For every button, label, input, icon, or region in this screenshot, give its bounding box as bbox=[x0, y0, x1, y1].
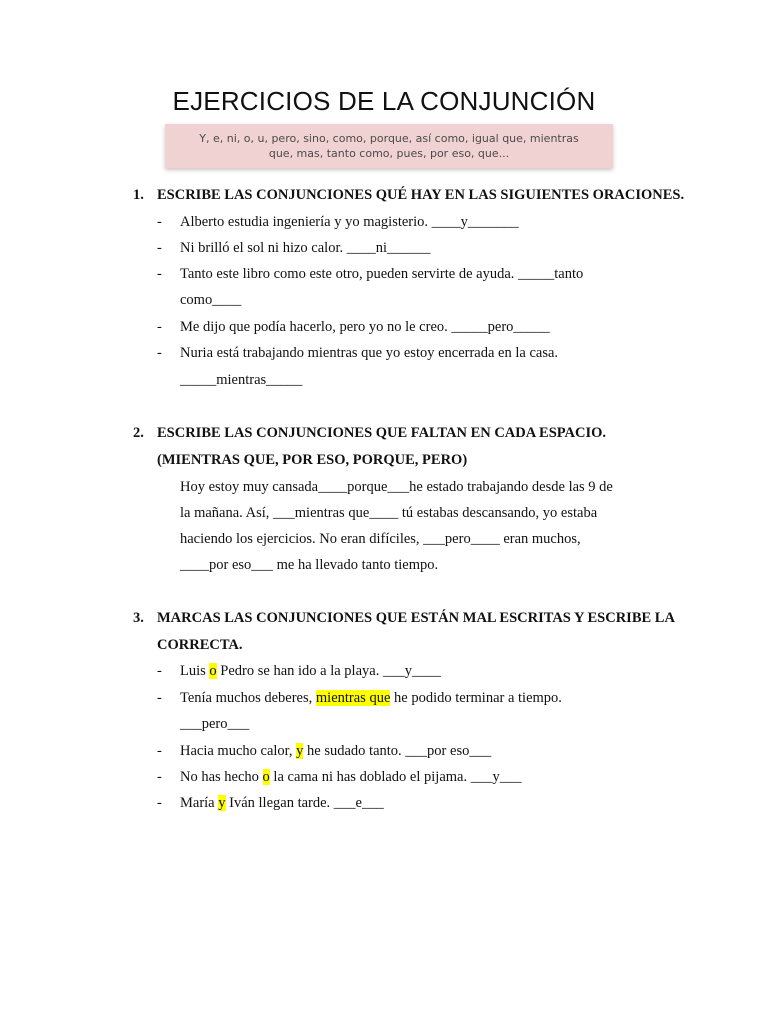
section-2-paragraph-line: Hoy estoy muy cansada____porque___he estado trabajando desde las 9 de bbox=[180, 479, 613, 495]
section-1-item-continuation: _____mientras_____ bbox=[180, 372, 303, 388]
section-3-item bbox=[180, 742, 491, 760]
highlighted-conjunction: o bbox=[209, 663, 217, 679]
bullet-dash: - bbox=[157, 769, 162, 785]
conjunctions-banner bbox=[165, 124, 613, 168]
section-1-item: Tanto este libro como este otro, pueden servirte de ayuda. _____tanto bbox=[180, 266, 584, 282]
section-1-item-continuation: como____ bbox=[180, 292, 242, 308]
section-3-item bbox=[180, 794, 384, 812]
item-text: la cama ni has doblado el pijama. ___y___ bbox=[269, 769, 522, 785]
section-2-number: 2. bbox=[133, 425, 144, 441]
bullet-dash: - bbox=[157, 663, 162, 679]
bullet-dash: - bbox=[157, 795, 162, 811]
item-text: Pedro se han ido a la playa. ___y____ bbox=[216, 663, 441, 679]
section-2-options: (MIENTRAS QUE, POR ESO, PORQUE, PERO) bbox=[157, 452, 468, 468]
bullet-dash: - bbox=[157, 240, 162, 256]
section-1-heading: ESCRIBE LAS CONJUNCIONES QUÉ HAY EN LAS SIGUIENTES ORACIONES. bbox=[157, 187, 685, 203]
item-text: No has hecho bbox=[180, 769, 263, 785]
highlighted-conjunction: y bbox=[296, 743, 304, 759]
banner-line-1: Y, e, ni, o, u, pero, sino, como, porque, así como, igual que, mientras bbox=[199, 132, 579, 145]
banner-line-2: que, mas, tanto como, pues, por eso, que... bbox=[268, 147, 510, 160]
highlighted-conjunction: o bbox=[262, 769, 270, 785]
section-2-paragraph-line: ____por eso___ me ha llevado tanto tiempo. bbox=[180, 557, 439, 573]
section-2-heading: ESCRIBE LAS CONJUNCIONES QUE FALTAN EN CADA ESPACIO. bbox=[157, 425, 607, 441]
section-1-item: Alberto estudia ingeniería y yo magisterio. ____y_______ bbox=[180, 214, 519, 230]
section-3-item bbox=[180, 768, 521, 786]
section-2-paragraph-line: haciendo los ejercicios. No eran difíciles, ___pero____ eran muchos, bbox=[180, 531, 581, 547]
bullet-dash: - bbox=[157, 743, 162, 759]
item-text: María bbox=[180, 795, 219, 811]
item-text: Luis bbox=[180, 663, 210, 679]
section-2-paragraph-line: la mañana. Así, ___mientras que____ tú estabas descansando, yo estaba bbox=[180, 505, 598, 521]
item-text: Tenía muchos deberes, bbox=[180, 690, 316, 706]
section-3-item-continuation: ___pero___ bbox=[180, 716, 250, 732]
section-3-item bbox=[180, 689, 562, 707]
bullet-dash: - bbox=[157, 345, 162, 361]
section-1-number: 1. bbox=[133, 187, 144, 203]
section-3-heading-continuation: CORRECTA. bbox=[157, 637, 243, 653]
section-3-item bbox=[180, 662, 441, 680]
section-1-item: Me dijo que podía hacerlo, pero yo no le creo. _____pero_____ bbox=[180, 319, 550, 335]
bullet-dash: - bbox=[157, 690, 162, 706]
section-1-item: Ni brilló el sol ni hizo calor. ____ni______ bbox=[180, 240, 431, 256]
section-3-number: 3. bbox=[133, 610, 144, 626]
highlighted-conjunction: y bbox=[218, 795, 226, 811]
bullet-dash: - bbox=[157, 319, 162, 335]
page-title: EJERCICIOS DE LA CONJUNCIÓN bbox=[172, 86, 596, 116]
highlighted-conjunction: mientras que bbox=[315, 690, 391, 706]
bullet-dash: - bbox=[157, 214, 162, 230]
item-text: he sudado tanto. ___por eso___ bbox=[303, 743, 492, 759]
item-text: Hacia mucho calor, bbox=[180, 743, 297, 759]
item-text: he podido terminar a tiempo. bbox=[390, 690, 562, 706]
section-1-item: Nuria está trabajando mientras que yo estoy encerrada en la casa. bbox=[180, 345, 559, 361]
section-3-heading: MARCAS LAS CONJUNCIONES QUE ESTÁN MAL ESCRITAS Y ESCRIBE LA bbox=[157, 610, 675, 626]
bullet-dash: - bbox=[157, 266, 162, 282]
item-text: Iván llegan tarde. ___e___ bbox=[225, 795, 384, 811]
